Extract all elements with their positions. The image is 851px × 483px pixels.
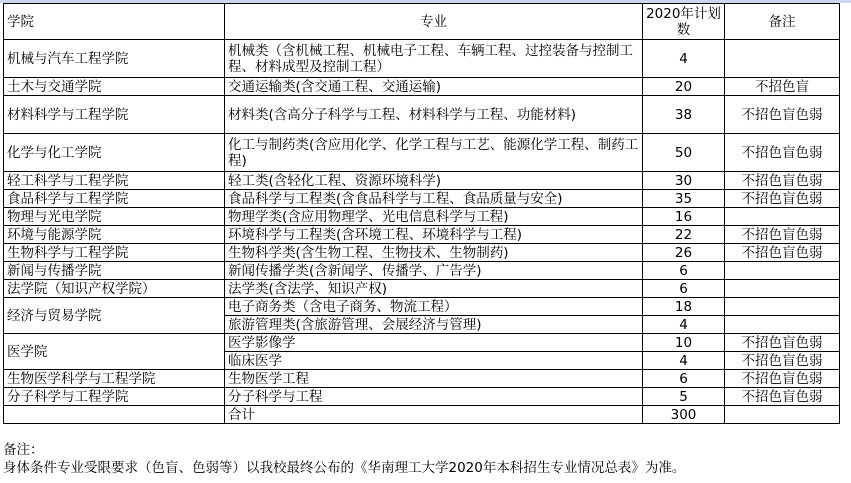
college-cell: 机械与汽车工程学院	[4, 40, 225, 78]
college-cell: 土木与交通学院	[4, 78, 225, 96]
major-cell: 分子科学与工程	[225, 388, 643, 406]
major-cell: 食品科学与工程类(含食品科学与工程、食品质量与安全)	[225, 190, 643, 208]
note-cell	[725, 280, 840, 298]
header-plan: 2020年计划数	[643, 4, 725, 40]
major-cell: 机械类（含机械工程、机械电子工程、车辆工程、过控装备与控制工程、材料成型及控制工程）	[225, 40, 643, 78]
header-major: 专业	[225, 4, 643, 40]
plan-cell: 38	[643, 96, 725, 134]
note-cell: 不招色盲色弱	[725, 388, 840, 406]
major-cell: 临床医学	[225, 352, 643, 370]
plan-cell: 30	[643, 172, 725, 190]
header-note: 备注	[725, 4, 840, 40]
table-row	[4, 298, 840, 316]
college-cell: 环境与能源学院	[4, 226, 225, 244]
total-row	[4, 406, 840, 424]
plan-cell: 22	[643, 226, 725, 244]
plan-cell: 18	[643, 298, 725, 316]
plan-cell: 5	[643, 388, 725, 406]
college-cell: 经济与贸易学院	[4, 298, 225, 334]
footnote-title: 备注：	[3, 442, 44, 458]
note-cell: 不招色盲色弱	[725, 334, 840, 352]
college-cell: 分子科学与工程学院	[4, 388, 225, 406]
table-row	[4, 370, 840, 388]
college-cell: 法学院（知识产权学院）	[4, 280, 225, 298]
major-cell: 轻工类(含轻化工程、资源环境科学)	[225, 172, 643, 190]
college-cell: 新闻与传播学院	[4, 262, 225, 280]
college-cell: 化学与化工学院	[4, 134, 225, 172]
major-cell: 新闻传播学类(含新闻学、传播学、广告学)	[225, 262, 643, 280]
header-row	[4, 4, 840, 40]
note-cell	[725, 262, 840, 280]
major-cell: 物理学类(含应用物理学、光电信息科学与工程)	[225, 208, 643, 226]
table-row	[4, 244, 840, 262]
table-row	[4, 40, 840, 78]
table-row	[4, 226, 840, 244]
table-row	[4, 190, 840, 208]
note-cell: 不招色盲色弱	[725, 352, 840, 370]
major-cell: 化工与制药类(含应用化学、化学工程与工艺、能源化学工程、制药工程)	[225, 134, 643, 172]
note-cell: 不招色盲色弱	[725, 244, 840, 262]
major-cell: 环境科学与工程类(含环境工程、环境科学与工程)	[225, 226, 643, 244]
plan-cell: 6	[643, 370, 725, 388]
note-cell: 不招色盲	[725, 78, 840, 96]
plan-cell: 20	[643, 78, 725, 96]
major-cell: 交通运输类(含交通工程、交通运输)	[225, 78, 643, 96]
note-cell	[725, 208, 840, 226]
plan-cell: 4	[643, 316, 725, 334]
note-cell: 不招色盲色弱	[725, 370, 840, 388]
major-cell: 法学类(含法学、知识产权)	[225, 280, 643, 298]
note-cell: 不招色盲色弱	[725, 96, 840, 134]
footnote	[3, 441, 839, 477]
major-cell: 生物科学类(含生物工程、生物技术、生物制药)	[225, 244, 643, 262]
note-cell	[725, 40, 840, 78]
table-row	[4, 280, 840, 298]
plan-cell: 6	[643, 262, 725, 280]
note-cell: 不招色盲色弱	[725, 134, 840, 172]
plan-cell: 10	[643, 334, 725, 352]
total-plan: 300	[643, 406, 725, 424]
footnote-text: 身体条件专业受限要求（色盲、色弱等）以我校最终公布的《华南理工大学2020年本科招生专业情况总表》为准。	[3, 460, 686, 476]
major-cell: 生物医学工程	[225, 370, 643, 388]
total-note-cell	[725, 406, 840, 424]
note-cell: 不招色盲色弱	[725, 172, 840, 190]
plan-cell: 4	[643, 40, 725, 78]
table-row	[4, 262, 840, 280]
college-cell: 生物科学与工程学院	[4, 244, 225, 262]
table-row	[4, 208, 840, 226]
note-cell: 不招色盲色弱	[725, 226, 840, 244]
major-cell: 医学影像学	[225, 334, 643, 352]
plan-cell: 50	[643, 134, 725, 172]
plan-cell: 6	[643, 280, 725, 298]
major-cell: 材料类(含高分子科学与工程、材料科学与工程、功能材料)	[225, 96, 643, 134]
plan-cell: 26	[643, 244, 725, 262]
major-cell: 旅游管理类(含旅游管理、会展经济与管理)	[225, 316, 643, 334]
note-cell	[725, 316, 840, 334]
college-cell: 轻工科学与工程学院	[4, 172, 225, 190]
table-body	[4, 40, 840, 424]
college-cell: 物理与光电学院	[4, 208, 225, 226]
table-row	[4, 172, 840, 190]
total-label: 合计	[225, 406, 643, 424]
table-row	[4, 334, 840, 352]
college-cell: 材料科学与工程学院	[4, 96, 225, 134]
plan-cell: 16	[643, 208, 725, 226]
table-row	[4, 78, 840, 96]
college-cell: 医学院	[4, 334, 225, 370]
note-cell	[725, 298, 840, 316]
table-row	[4, 96, 840, 134]
college-cell: 食品科学与工程学院	[4, 190, 225, 208]
note-cell: 不招色盲色弱	[725, 190, 840, 208]
plan-cell: 4	[643, 352, 725, 370]
table-row	[4, 388, 840, 406]
college-cell: 生物医学科学与工程学院	[4, 370, 225, 388]
header-college: 学院	[4, 4, 225, 40]
table-row	[4, 134, 840, 172]
admission-plan-table	[3, 3, 840, 424]
plan-cell: 35	[643, 190, 725, 208]
major-cell: 电子商务类（含电子商务、物流工程）	[225, 298, 643, 316]
total-blank-cell	[4, 406, 225, 424]
